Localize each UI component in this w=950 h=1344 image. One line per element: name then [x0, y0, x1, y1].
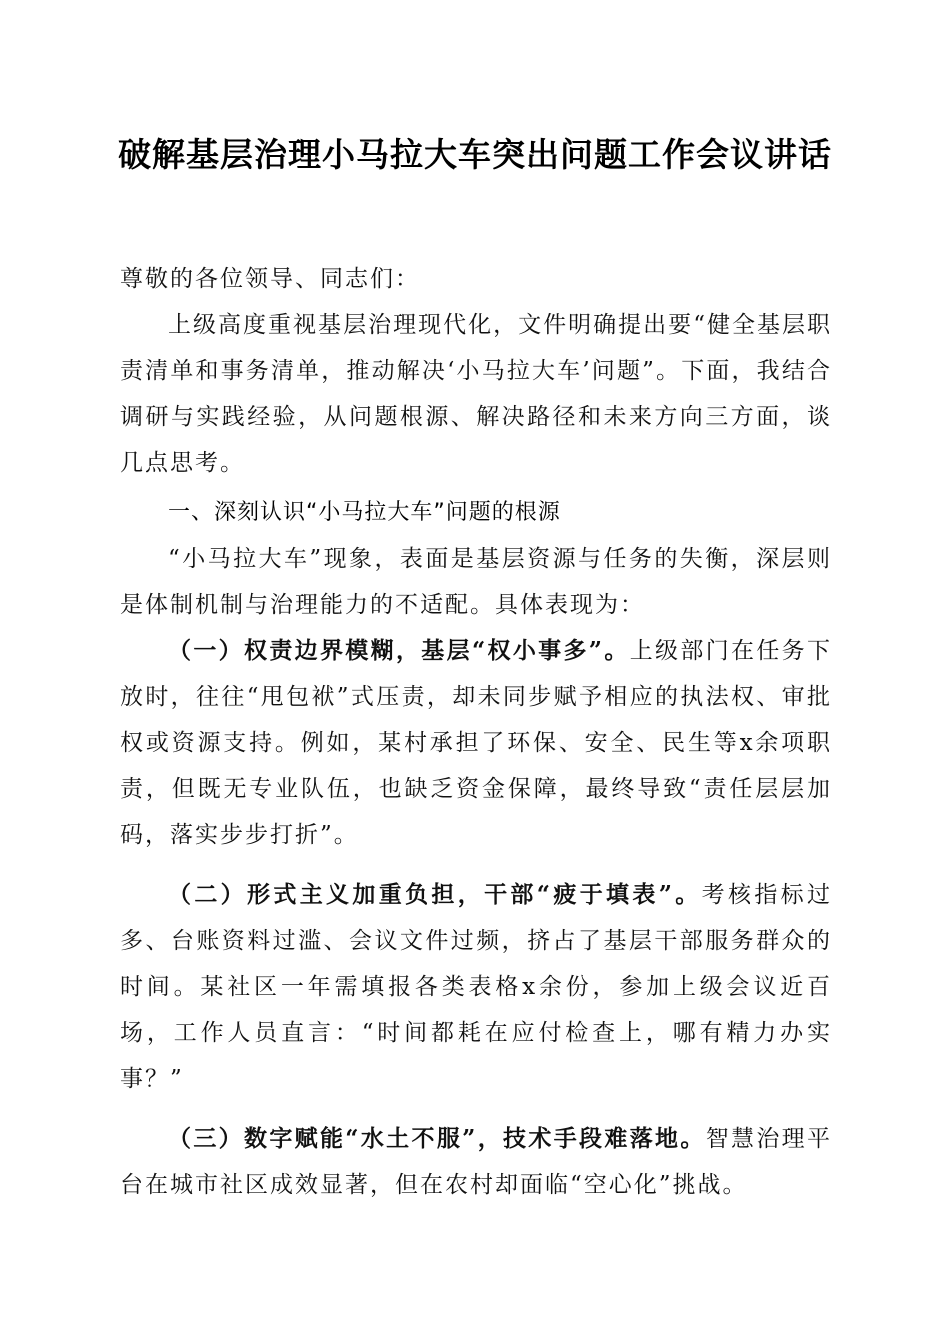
- point-label-2: （二）形式主义加重负担，干部“疲于填表”。: [168, 881, 702, 908]
- section-lead-paragraph: “小马拉大车”现象，表面是基层资源与任务的失衡，深层则是体制机制与治理能力的不适配。具体表现为：: [120, 546, 832, 618]
- intro-paragraph: 上级高度重视基层治理现代化，文件明确提出要“健全基层职责清单和事务清单，推动解决‘小马拉大车’问题”。下面，我结合调研与实践经验，从问题根源、解决路径和未来方向三方面，谈几点思考。: [120, 312, 832, 476]
- point-label-3: （三）数字赋能“水土不服”，技术手段难落地。: [168, 1125, 706, 1152]
- document-title: 破解基层治理小马拉大车突出问题工作会议讲话: [118, 135, 832, 174]
- point-text-1: 上级部门在任务下放时，往往“甩包袱”式压责，却未同步赋予相应的执法权、审批权或资源支持。例如，某村承担了环保、安全、民生等x余项职责，但既无专业队伍，也缺乏资金保障，最终导致“责任层层加码，落实步步打折”。: [120, 638, 832, 848]
- document-body: [120, 256, 832, 1208]
- section-heading: 一、深刻认识“小马拉大车”问题的根源: [168, 500, 561, 525]
- point-label-1: （一）权责边界模糊，基层“权小事多”。: [168, 637, 630, 664]
- salutation: 尊敬的各位领导、同志们：: [120, 266, 420, 292]
- point-text-2: 考核指标过多、台账资料过滥、会议文件过频，挤占了基层干部服务群众的时间。某社区一年需填报各类表格x余份，参加上级会议近百场，工作人员直言：“时间都耗在应付检查上，哪有精力办实事？”: [120, 882, 833, 1092]
- point-paragraph-3: [120, 1116, 832, 1208]
- point-text-3: 智慧治理平台在城市社区成效显著，但在农村却面临“空心化”挑战。: [120, 1126, 832, 1198]
- point-paragraph-1: [120, 628, 832, 858]
- point-paragraph-2: [120, 872, 832, 1102]
